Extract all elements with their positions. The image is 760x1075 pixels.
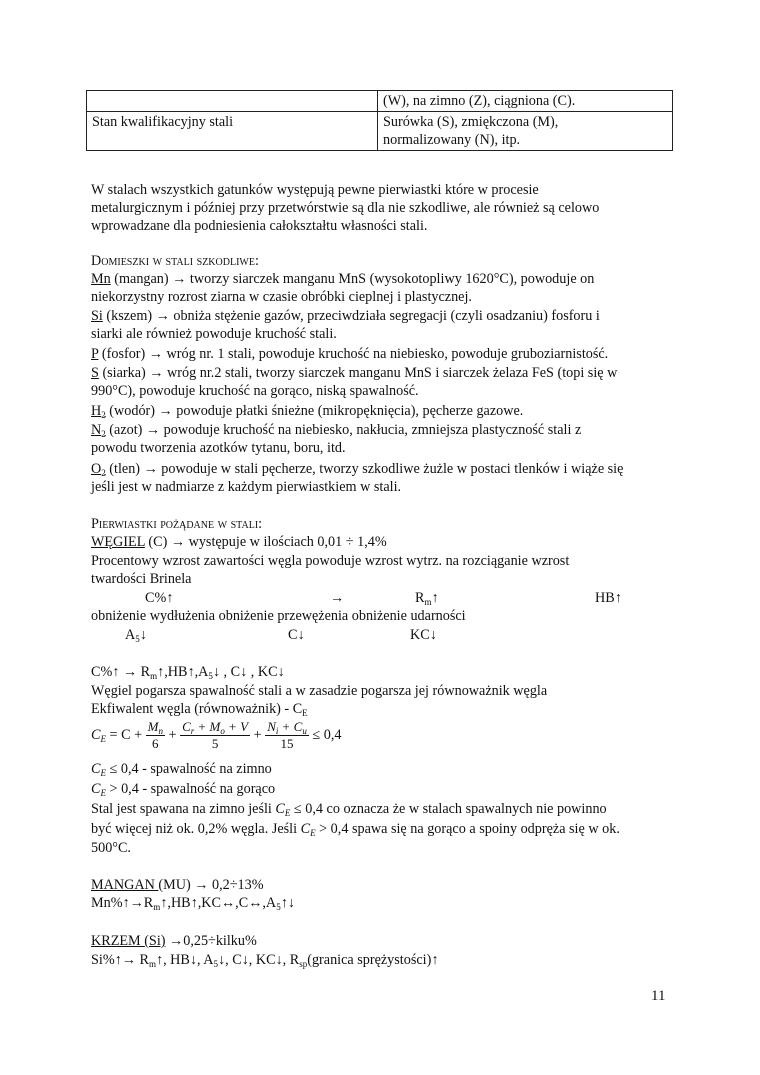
table-row (87, 112, 673, 151)
table-cell: Surówka (S), zmiękczona (M), normalizowany (N), itp. (378, 112, 673, 151)
ce-formula: $C_E = C$ + $\frac{M_n}{6}$ + $\frac{C_r + M_o + V}{5}$ + $\frac{N_i + C_u}{15}$ ≤ 0,4 (91, 719, 342, 751)
s-line-2: 990°C), powoduje kruchość na gorąco, niską spawalność. (91, 383, 419, 399)
intro-line-2: metalurgicznym i później przy przetwórstwie są dla nie szkodliwe, ale również są celowo (91, 200, 600, 216)
carbon-equivalent-line: Ekfiwalent węgla (równoważnik) - $C_E$ (91, 701, 308, 718)
table-cell (87, 91, 378, 112)
ce-hot-line: $C_E > 0,4$ - spawalność na gorąco (91, 781, 276, 798)
intro-line-1: W stalach wszystkich gatunków występują pewne pierwiastki które w procesie (91, 182, 539, 198)
arrow-right: → (330, 590, 345, 606)
table-cell: (W), na zimno (Z), ciągniona (C). (378, 91, 673, 112)
mn-line-1: Mn (mangan) → tworzy siarczek manganu MnS (wysokotopliwy 1620°C), powoduje on (91, 271, 595, 287)
c-down: C↓ (288, 627, 305, 643)
carbon-desc-2: twardości Brinela (91, 571, 192, 587)
silicon-heading: KRZEM (Si) →0,25÷kilku% (91, 933, 257, 949)
s-line-1: S (siarka) → wróg nr.2 stali, tworzy siarczek manganu MnS i siarczek żelaza FeS (topi się w (91, 365, 618, 381)
carbon-pct-up: C%↑ (145, 590, 174, 606)
weld-line-3: 500°C. (91, 840, 131, 856)
carbon-desc-1: Procentowy wzrost zawartości węgla powoduje wzrost wytrz. na rozciąganie wzrost (91, 553, 570, 569)
rm-up: $R_m↑$ (415, 590, 439, 607)
o2-line-1: $O_2$ (tlen) → powoduje w stali pęcherze, tworzy szkodliwe żużle w postaci tlenków i wiąże się (91, 461, 624, 478)
h2-line-1: $H_2$ (wodór) → powoduje płatki śnieżne (mikropęknięcia), pęcherze gazowe. (91, 403, 524, 420)
carbon-line: WĘGIEL (C) → występuje w ilościach 0,01 ÷ 1,4% (91, 534, 387, 550)
n2-line-1: $N_2$ (azot) → powoduje kruchość na niebiesko, nakłucia, zmniejsza plastyczność stali z (91, 422, 582, 439)
o2-line-2: jeśli jest w nadmiarze z każdym pierwiastkiem w stali. (91, 479, 402, 495)
a5-down: $A_5↓$ (125, 627, 147, 644)
si-line-2: siarki ale również powoduje kruchość stali. (91, 326, 337, 342)
qualification-table (86, 90, 673, 151)
weld-line-2: być więcej niż ok. 0,2% węgla. Jeśli $C_E > 0,4$ spawa się na gorąco a spoiny odpręża się w ok. (91, 821, 620, 838)
fraction-ni-cu: $\frac{N_i + C_u}{15}$ (267, 719, 307, 751)
p-line-1: P (fosfor) → wróg nr. 1 stali, powoduje kruchość na niebiesko, powoduje gruboziarnistość. (91, 346, 609, 362)
fraction-mn: $\frac{M_n}{6}$ (147, 719, 163, 751)
desired-heading: Pierwiastki pożądane w stali: (91, 516, 263, 532)
table-cell: Stan kwalifikacyjny stali (87, 112, 378, 151)
intro-line-3: wprowadzane dla podniesienia całokształtu własności stali. (91, 218, 428, 234)
carbon-summary: C%↑ → $R_m↑,HB↑,A_5↓$ , C↓ , KC↓ (91, 664, 285, 681)
hb-up: HB↑ (595, 590, 622, 606)
table-row (87, 91, 673, 112)
decrease-line: obniżenie wydłużenia obniżenie przewężenia obniżenie udarności (91, 608, 466, 624)
carbon-weld-line: Węgiel pogarsza spawalność stali a w zasadzie pogarsza jej równoważnik węgla (91, 683, 548, 699)
harmful-heading: Domieszki w stali szkodliwe: (91, 253, 259, 269)
si-line-1: Si (kszem) → obniża stężenie gazów, przeciwdziała segregacji (czyli osadzaniu) fosforu i (91, 308, 600, 324)
silicon-effects: Si%↑→ $R_m↑$, HB↓, $A_5↓$, C↓, KC↓, $R_{sp}(granica$ sprężystości)↑ (91, 952, 439, 969)
page-number: 11 (651, 988, 666, 1004)
ce-cold-line: $C_E \le 0,4$ - spawalność na zimno (91, 761, 272, 778)
kc-down: KC↓ (410, 627, 437, 643)
manganese-effects: $Mn\%↑\to R_m↑,HB↑,KC\leftrightarrow,C\leftrightarrow,A_5↑↓$ (91, 895, 295, 912)
fraction-cr-mo-v: $\frac{C_r + M_o + V}{5}$ (182, 719, 249, 751)
mn-line-2: niekorzystny rozrost ziarna w czasie obróbki cieplnej i plastycznej. (91, 289, 472, 305)
manganese-heading: MANGAN (MU) → 0,2÷13% (91, 877, 264, 893)
weld-line-1: Stal jest spawana na zimno jeśli $C_E \le 0,4$ co oznacza że w stalach spawalnych nie powinno (91, 801, 607, 818)
n2-line-2: powodu tworzenia azotków tytanu, boru, itd. (91, 440, 346, 456)
